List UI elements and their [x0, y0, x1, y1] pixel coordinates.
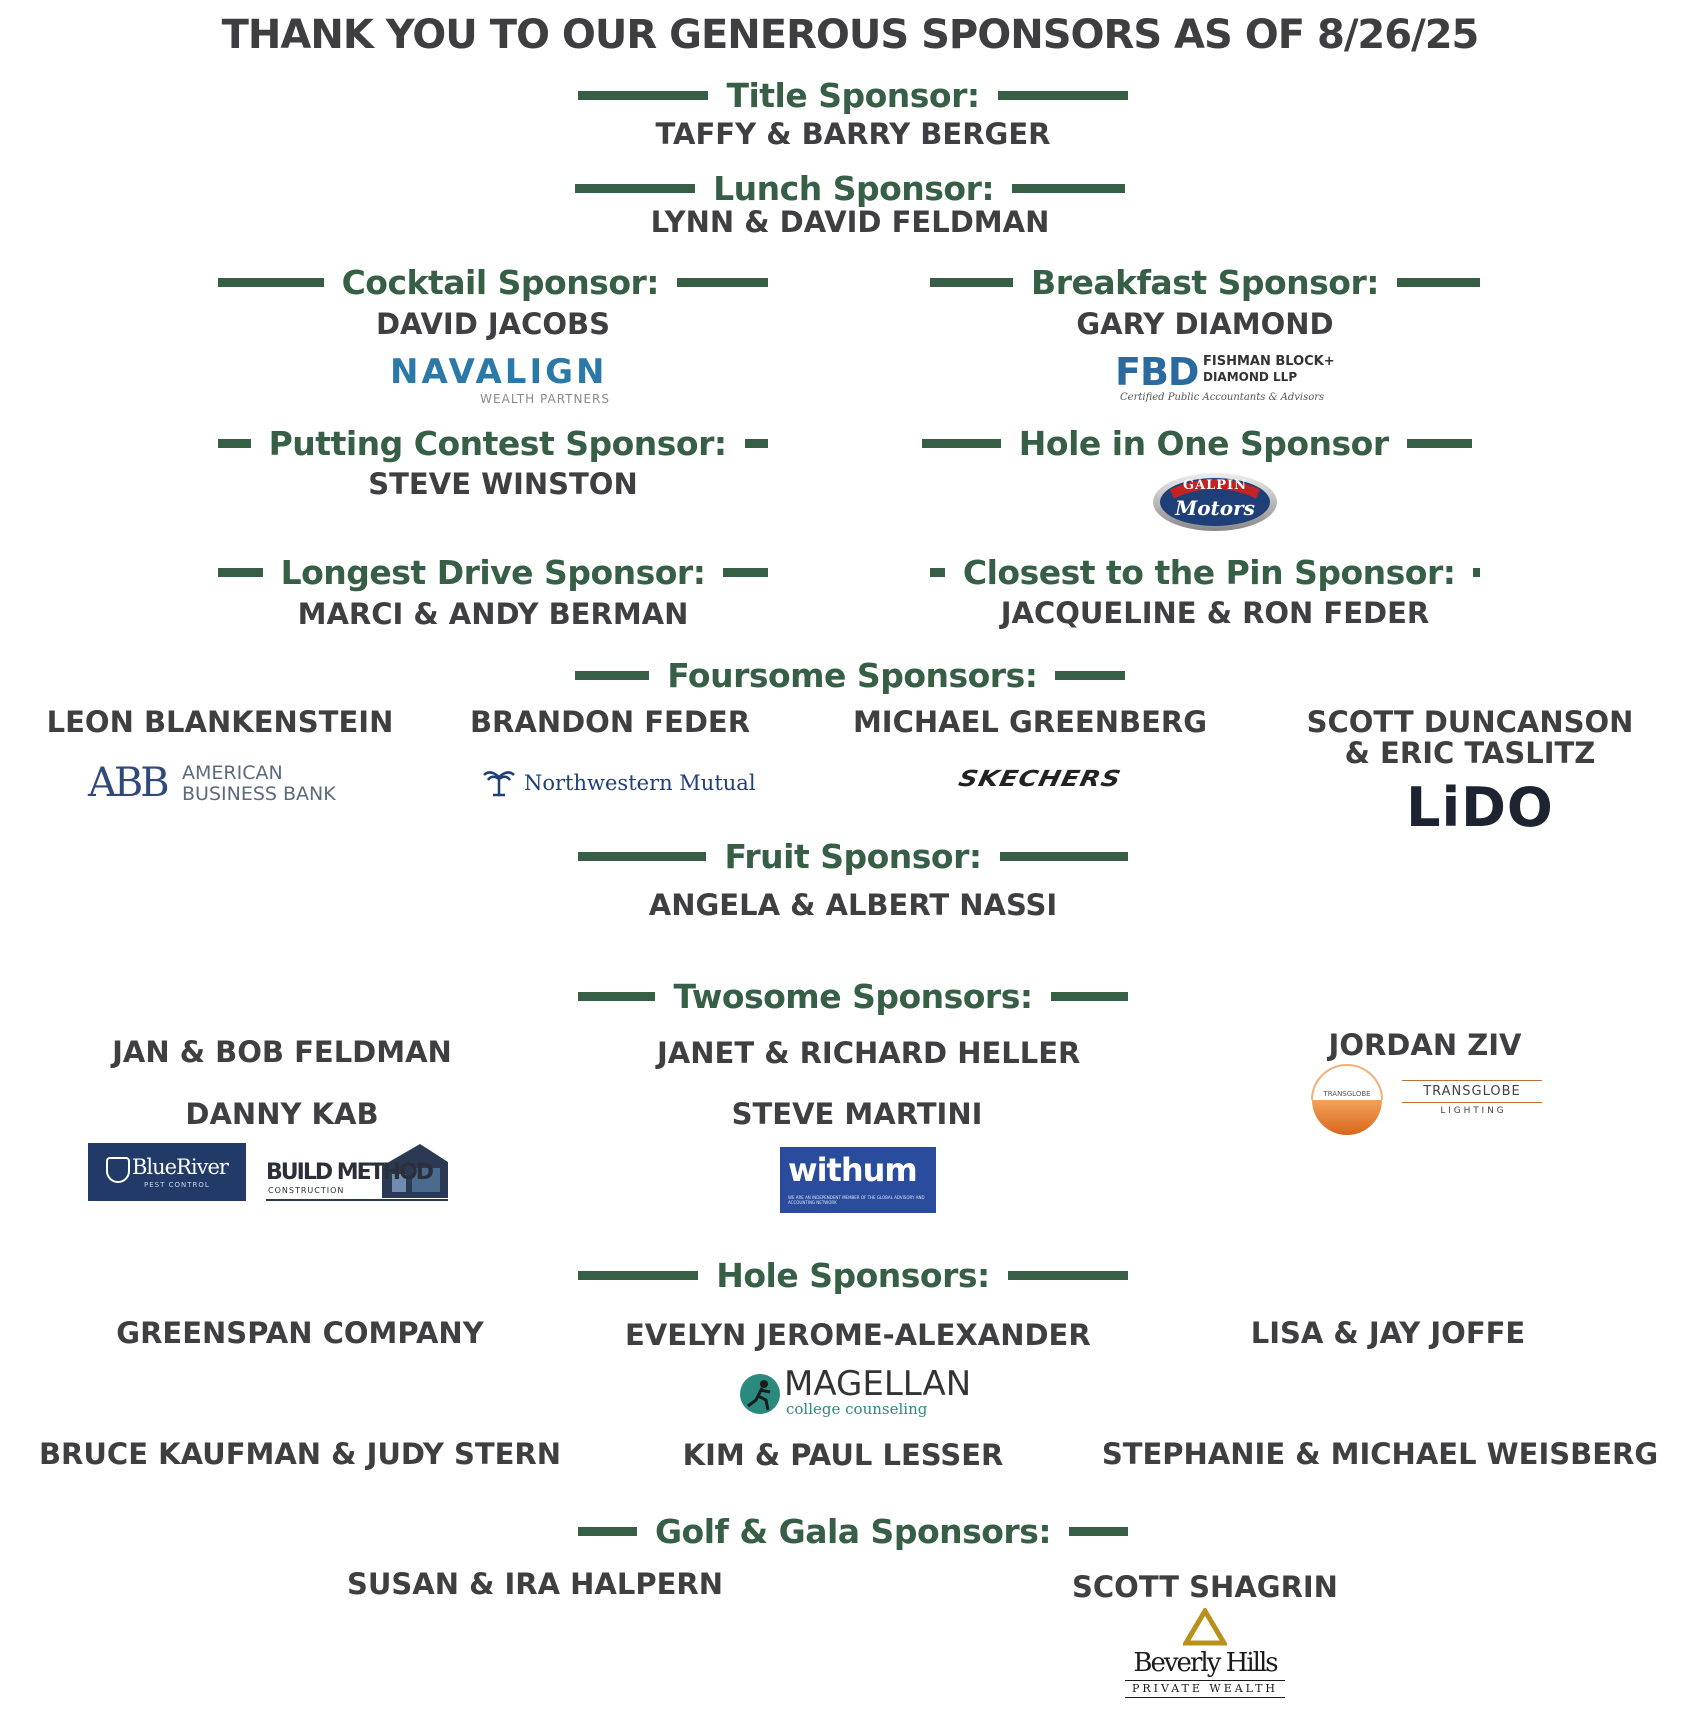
- logo-text: Northwestern Mutual: [524, 771, 756, 795]
- section-header-putting-sponsor: [218, 423, 768, 463]
- divider: [578, 852, 706, 861]
- sponsor-name: LEON BLANKENSTEIN: [46, 705, 394, 739]
- sponsor-name: EVELYN JEROME-ALEXANDER: [625, 1318, 1091, 1352]
- divider: [1008, 1271, 1128, 1280]
- section-header-hole-sponsors: [578, 1255, 1128, 1295]
- logo-script: Motors: [1175, 496, 1255, 520]
- divider: [578, 1527, 637, 1536]
- divider: [218, 439, 251, 448]
- beverly-hills-private-wealth-logo: [1115, 1608, 1295, 1700]
- section-label: Longest Drive Sponsor:: [280, 552, 706, 592]
- galpin-motors-logo: [1152, 472, 1278, 532]
- sponsor-name: SUSAN & IRA HALPERN: [346, 1567, 724, 1601]
- divider: [1069, 1527, 1128, 1536]
- section-header-longest-drive-sponsor: [218, 552, 768, 592]
- sponsor-name: TAFFY & BARRY BERGER: [655, 117, 1051, 151]
- divider: [218, 278, 324, 287]
- sponsor-name: GARY DIAMOND: [1076, 307, 1334, 341]
- section-label: Lunch Sponsor:: [713, 168, 995, 208]
- sponsor-name: ANGELA & ALBERT NASSI: [648, 888, 1058, 922]
- sponsor-name: DAVID JACOBS: [375, 307, 611, 341]
- section-label: Golf & Gala Sponsors:: [654, 1511, 1052, 1551]
- logo-text: withum: [788, 1151, 917, 1189]
- transglobe-lighting-logo: [1310, 1064, 1550, 1136]
- divider: [1402, 1080, 1542, 1081]
- sponsor-name: STEVE MARTINI: [731, 1097, 983, 1131]
- skechers-logo: [920, 764, 1160, 800]
- divider: [578, 91, 708, 100]
- sponsor-name: STEPHANIE & MICHAEL WEISBERG: [1101, 1437, 1659, 1471]
- divider: [677, 278, 768, 287]
- sponsor-name: STEVE WINSTON: [368, 467, 638, 501]
- section-label: Breakfast Sponsor:: [1031, 262, 1379, 302]
- section-label: Hole Sponsors:: [716, 1255, 990, 1295]
- logo-text: DIAMOND LLP: [1203, 370, 1298, 384]
- sponsor-name: BRANDON FEDER: [469, 705, 751, 739]
- sponsor-name: MARCI & ANDY BERMAN: [297, 597, 689, 631]
- divider: [1397, 278, 1480, 287]
- divider: [578, 1271, 698, 1280]
- logo-subtext: L I G H T I N G: [1440, 1106, 1504, 1116]
- sponsor-name: BRUCE KAUFMAN & JUDY STERN: [38, 1437, 562, 1471]
- sponsor-name: SCOTT SHAGRIN: [1072, 1570, 1338, 1604]
- section-label: Cocktail Sponsor:: [341, 262, 659, 302]
- section-label: Closest to the Pin Sponsor:: [962, 552, 1456, 592]
- triangle-icon: [1183, 1608, 1227, 1646]
- logo-subtext: PEST CONTROL: [144, 1181, 210, 1189]
- divider: [1012, 184, 1125, 193]
- section-label: Putting Contest Sponsor:: [268, 423, 727, 463]
- globe-icon: [1310, 1064, 1384, 1136]
- divider: [930, 278, 1013, 287]
- section-header-twosome-sponsors: [578, 976, 1128, 1016]
- logo-tagline: Certified Public Accountants & Advisors: [1120, 392, 1325, 403]
- section-label: Twosome Sponsors:: [673, 976, 1033, 1016]
- sponsor-name: JANET & RICHARD HELLER: [657, 1036, 1081, 1070]
- divider: [578, 992, 655, 1001]
- sponsor-name: JAN & BOB FELDMAN: [112, 1035, 452, 1069]
- sponsor-name: LYNN & DAVID FELDMAN: [650, 205, 1050, 239]
- sponsor-name: DANNY KAB: [185, 1097, 379, 1131]
- logo-text: TRANSGLOBE: [1323, 1090, 1371, 1098]
- section-header-lunch-sponsor: [575, 168, 1125, 208]
- sponsor-name: SCOTT DUNCANSON: [1306, 705, 1634, 739]
- divider: [998, 91, 1128, 100]
- section-header-cocktail-sponsor: [218, 262, 768, 302]
- section-header-breakfast-sponsor: [930, 262, 1480, 302]
- logo-text: MAGELLAN: [784, 1364, 972, 1404]
- section-header-closest-pin-sponsor: [930, 552, 1480, 592]
- logo-text: AMERICAN: [182, 762, 283, 784]
- sponsor-name: & ERIC TASLITZ: [1344, 736, 1596, 770]
- logo-text: FISHMAN BLOCK+: [1203, 354, 1335, 369]
- divider: [930, 568, 945, 577]
- sponsor-name: GREENSPAN COMPANY: [116, 1316, 484, 1350]
- divider: [1051, 992, 1128, 1001]
- logo-text: Beverly Hills: [1133, 1648, 1277, 1678]
- american-business-bank-logo: [88, 760, 368, 806]
- logo-text: BlueRiver: [132, 1155, 228, 1179]
- logo-text: LiDO: [1406, 776, 1554, 839]
- lido-logo: [1390, 778, 1570, 838]
- section-label: Fruit Sponsor:: [724, 836, 982, 876]
- divider: [218, 568, 263, 577]
- logo-mark: FBD: [1115, 350, 1199, 394]
- section-header-fruit-sponsor: [578, 836, 1128, 876]
- section-header-golf-gala-sponsors: [578, 1511, 1128, 1551]
- divider: [723, 568, 768, 577]
- logo-subtext: CONSTRUCTION: [268, 1186, 345, 1195]
- logo-subtext: WEALTH PARTNERS: [480, 392, 610, 406]
- logo-subtext: PRIVATE WEALTH: [1131, 1682, 1279, 1695]
- sponsor-name: JORDAN ZIV: [1328, 1028, 1522, 1062]
- sponsor-name: KIM & PAUL LESSER: [682, 1438, 1004, 1472]
- logo-subtext: college counseling: [786, 1400, 928, 1418]
- logo-subtext: WE ARE AN INDEPENDENT MEMBER OF THE GLOBAL ADVISORY AND ACCOUNTING NETWORK: [788, 1195, 925, 1205]
- logo-text: SKECHERS: [956, 766, 1124, 792]
- magellan-logo: [738, 1364, 978, 1420]
- fbd-logo: [1115, 350, 1335, 410]
- page-title: THANK YOU TO OUR GENEROUS SPONSORS AS OF 8/26/25: [221, 12, 1479, 58]
- logo-text: TRANSGLOBE: [1423, 1084, 1521, 1099]
- divider: [1055, 671, 1125, 680]
- withum-logo: [780, 1147, 936, 1213]
- section-label: Foursome Sponsors:: [667, 655, 1038, 695]
- divider: [1407, 439, 1472, 448]
- navalign-logo: [390, 352, 610, 406]
- divider: [1473, 568, 1480, 577]
- northwestern-mutual-logo: [482, 765, 762, 799]
- sponsor-name: JACQUELINE & RON FEDER: [1000, 596, 1430, 630]
- section-header-title-sponsor: [578, 75, 1128, 115]
- sponsor-name: LISA & JAY JOFFE: [1250, 1316, 1526, 1350]
- logo-text: NAVALIGN: [390, 352, 608, 392]
- divider: [1125, 1680, 1285, 1681]
- runner-icon: [738, 1370, 784, 1416]
- logo-text: BUILD METHOD: [266, 1160, 433, 1185]
- logo-text: GALPIN: [1182, 478, 1248, 493]
- build-method-logo: [262, 1138, 452, 1204]
- section-label: Hole in One Sponsor: [1018, 423, 1389, 463]
- divider: [1402, 1102, 1542, 1103]
- section-header-hole-in-one-sponsor: [922, 423, 1472, 463]
- fountain-icon: [482, 765, 516, 797]
- divider: [575, 184, 695, 193]
- logo-text: BUSINESS BANK: [182, 783, 336, 805]
- divider: [1000, 852, 1128, 861]
- blueriver-pest-control-logo: [88, 1143, 246, 1201]
- sponsor-name: MICHAEL GREENBERG: [852, 705, 1208, 739]
- divider: [922, 439, 1001, 448]
- divider: [575, 671, 649, 680]
- section-label: Title Sponsor:: [726, 75, 980, 115]
- logo-mark: ABB: [88, 760, 167, 806]
- shield-icon: [106, 1157, 130, 1183]
- divider: [745, 439, 768, 448]
- divider: [1125, 1697, 1285, 1698]
- section-header-foursome-sponsors: [575, 655, 1125, 695]
